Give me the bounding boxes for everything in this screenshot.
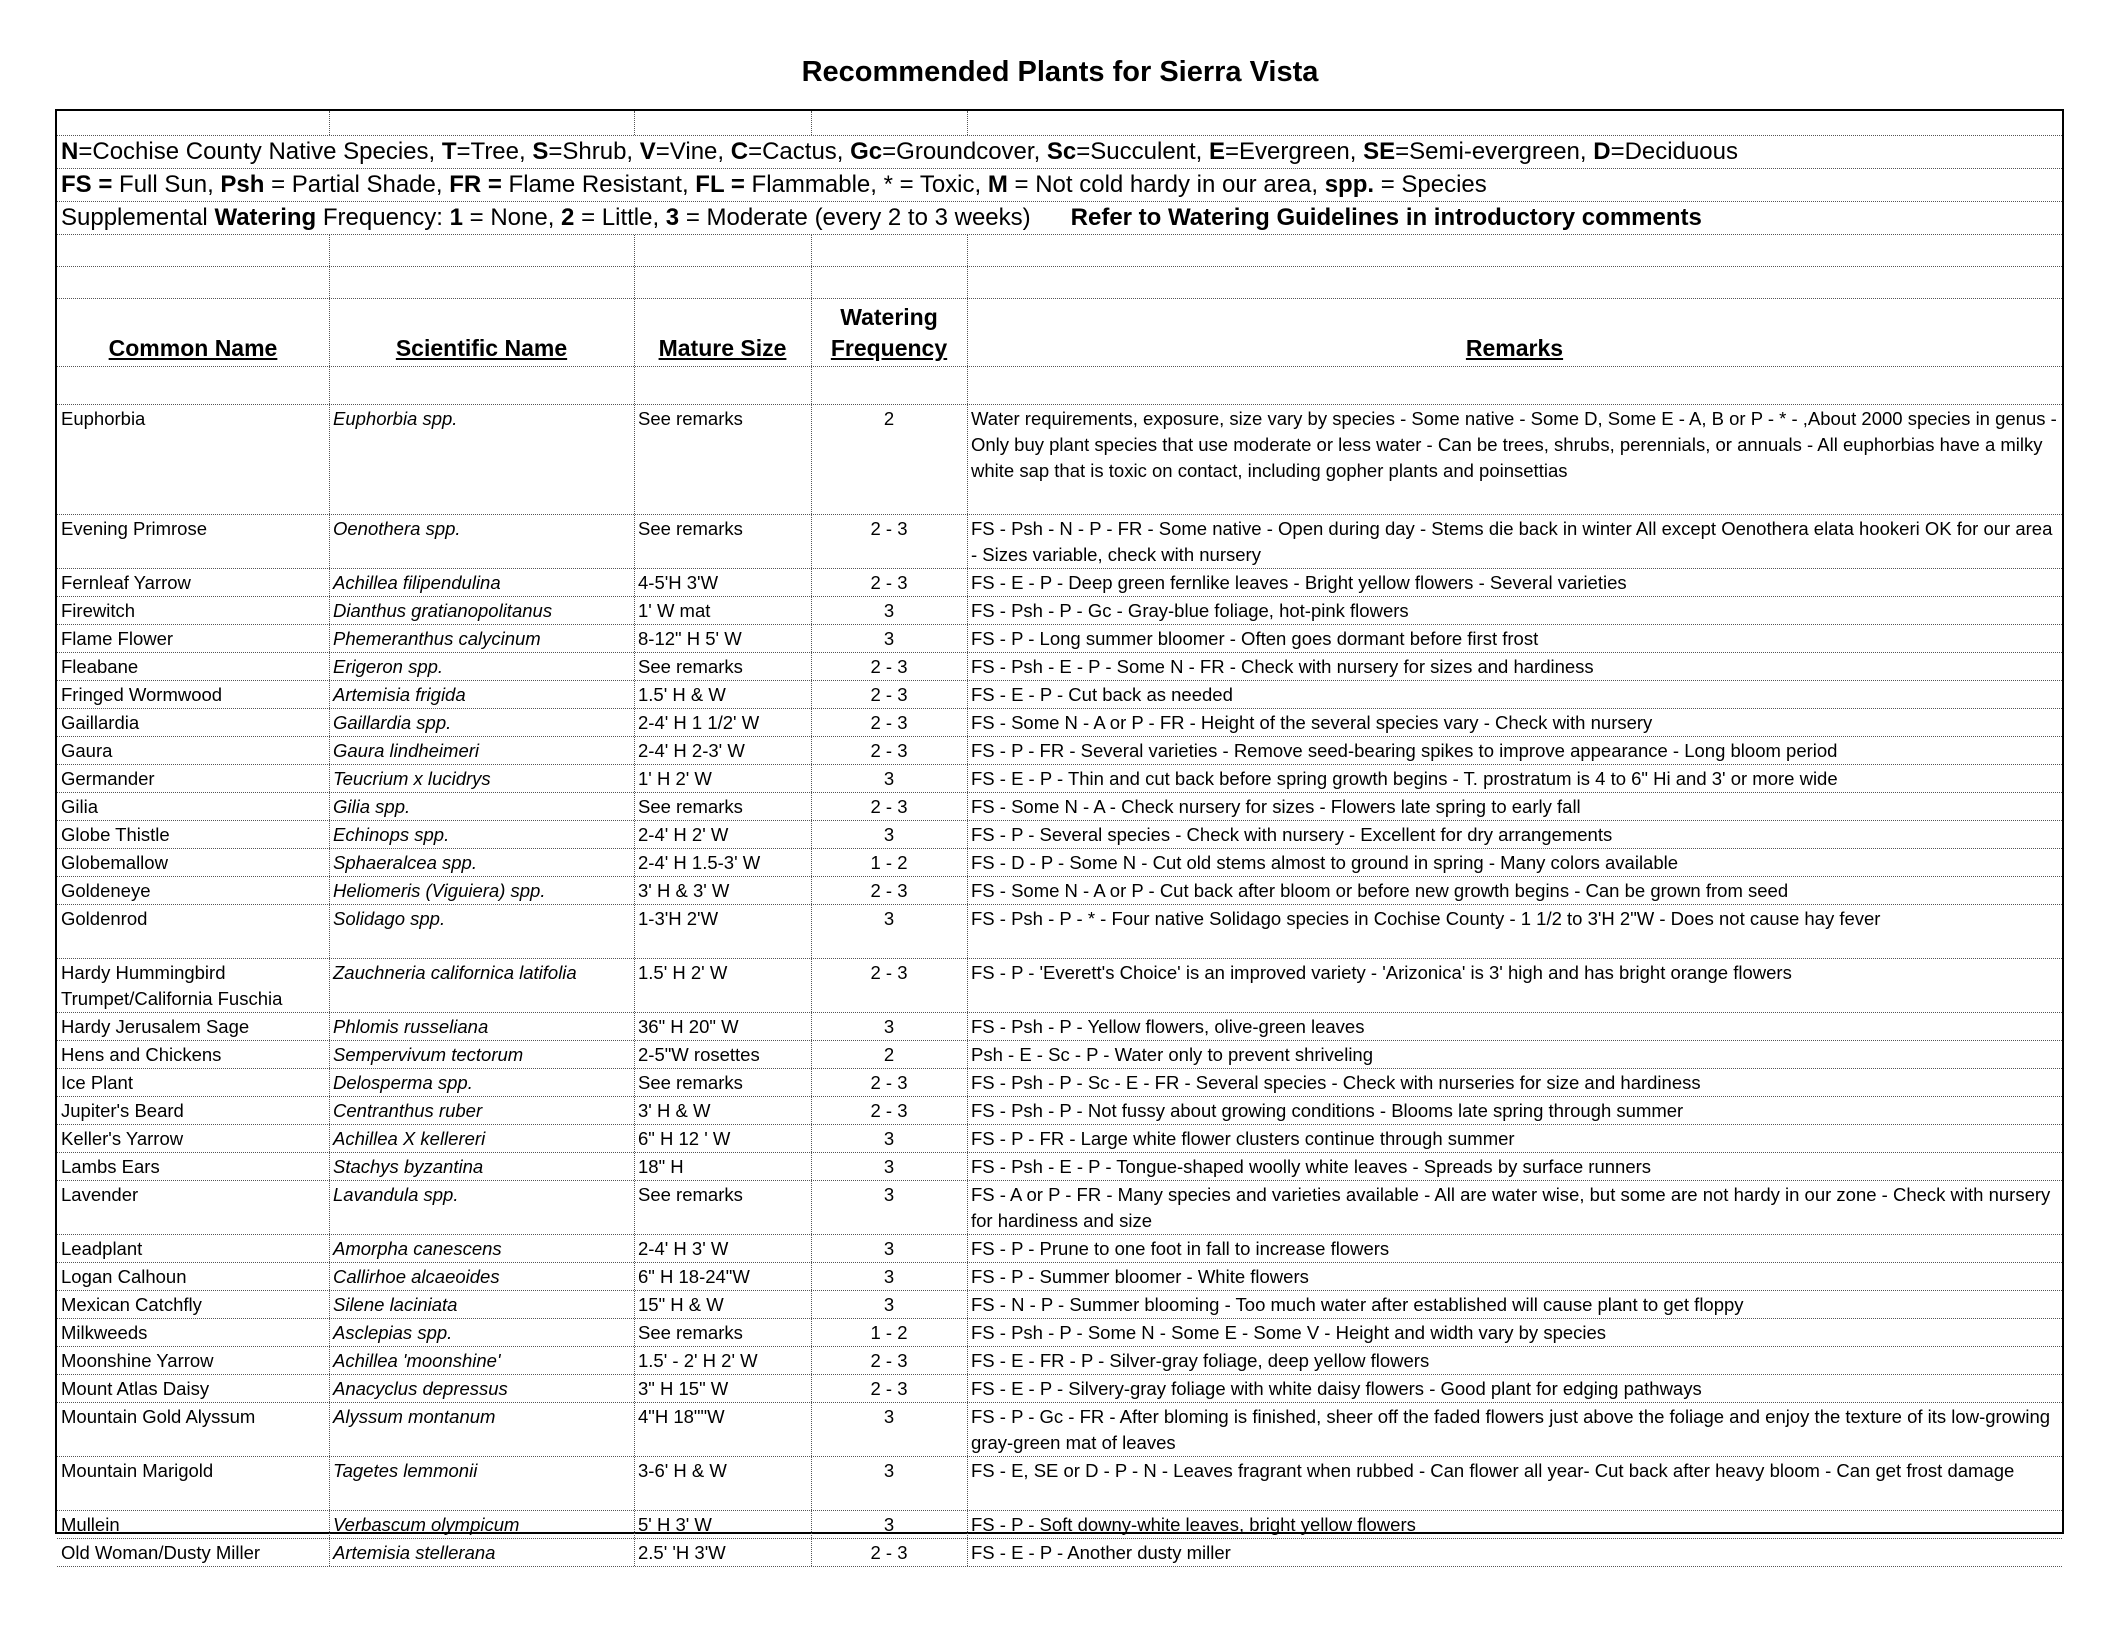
table-row (57, 653, 2062, 681)
common-name-cell: Mexican Catchfly (61, 1294, 202, 1315)
table-row (57, 1375, 2062, 1403)
common-name-cell: Evening Primrose (61, 518, 208, 539)
watering-frequency-cell: 2 - 3 (870, 880, 908, 901)
common-name-cell: Keller's Yarrow (61, 1128, 184, 1149)
scientific-name-cell: Achillea filipendulina (333, 572, 501, 593)
watering-frequency-cell: 3 (883, 628, 895, 649)
table-row (57, 1539, 2062, 1567)
blank-row (57, 267, 2062, 299)
column-divider (967, 267, 968, 298)
header-mature-size-label: Mature Size (658, 335, 787, 361)
mature-size-cell: 2-5"W rosettes (638, 1044, 760, 1065)
scientific-name-cell: Lavandula spp. (333, 1184, 459, 1205)
mature-size-cell: 1.5' H & W (638, 684, 726, 705)
common-name-cell: Logan Calhoun (61, 1266, 187, 1287)
common-name-cell: Leadplant (61, 1238, 143, 1259)
common-name-cell: Milkweeds (61, 1322, 148, 1343)
mature-size-cell: 3' H & W (638, 1100, 711, 1121)
common-name-cell: Moonshine Yarrow (61, 1350, 214, 1371)
column-divider (329, 367, 330, 404)
legend-text: =Semi-evergreen, (1395, 138, 1594, 165)
common-name-cell: Mount Atlas Daisy (61, 1378, 210, 1399)
watering-frequency-cell: 2 (883, 408, 895, 429)
watering-frequency-cell: 2 - 3 (870, 796, 908, 817)
mature-size-cell: 3" H 15" W (638, 1378, 729, 1399)
scientific-name-cell: Gaillardia spp. (333, 712, 452, 733)
remarks-cell: FS - Psh - P - Gc - Gray-blue foliage, hot-pink flowers (971, 600, 1409, 621)
common-name-cell: Hardy Hummingbird Trumpet/California Fuschia (61, 962, 283, 1009)
scientific-name-cell: Artemisia stellerana (333, 1542, 496, 1563)
remarks-cell: FS - Psh - N - P - FR - Some native - Open during day - Stems die back in winter All except Oenothera elata hookeri OK for our area - Sizes variable, check with nursery (971, 518, 2053, 565)
legend-key: T (441, 138, 457, 165)
watering-frequency-cell: 1 - 2 (870, 852, 908, 873)
watering-guidelines-note: Refer to Watering Guidelines in introductory comments (1070, 204, 1702, 231)
page-title: Recommended Plants for Sierra Vista (801, 56, 1319, 88)
mature-size-cell: 5' H 3' W (638, 1514, 712, 1535)
legend-key: 1 (449, 204, 463, 231)
common-name-cell: Gaillardia (61, 712, 140, 733)
watering-frequency-cell: 2 - 3 (870, 684, 908, 705)
table-row (57, 1013, 2062, 1041)
mature-size-cell: See remarks (638, 518, 743, 539)
common-name-cell: Fleabane (61, 656, 139, 677)
mature-size-cell: 1.5' H 2' W (638, 962, 728, 983)
remarks-cell: FS - Psh - E - P - Tongue-shaped woolly white leaves - Spreads by surface runners (971, 1156, 1652, 1177)
table-row (57, 1319, 2062, 1347)
scientific-name-cell: Achillea 'moonshine' (333, 1350, 501, 1371)
mature-size-cell: 1' H 2' W (638, 768, 712, 789)
table-row (57, 1041, 2062, 1069)
blank-row (57, 235, 2062, 267)
mature-size-cell: 2-4' H 2-3' W (638, 740, 745, 761)
legend-row (57, 169, 2062, 202)
scientific-name-cell: Euphorbia spp. (333, 408, 458, 429)
scientific-name-cell: Alyssum montanum (333, 1406, 496, 1427)
watering-frequency-cell: 3 (883, 1184, 895, 1205)
remarks-cell: FS - P - 'Everett's Choice' is an improved variety - 'Arizonica' is 3' high and has bright orange flowers (971, 962, 1792, 983)
mature-size-cell: 3-6' H & W (638, 1460, 727, 1481)
remarks-cell: FS - E, SE or D - P - N - Leaves fragrant when rubbed - Can flower all year- Cut back after heavy bloom - Can get frost damage (971, 1460, 2015, 1481)
scientific-name-cell: Artemisia frigida (333, 684, 466, 705)
table-row (57, 681, 2062, 709)
mature-size-cell: 4-5'H 3'W (638, 572, 719, 593)
column-divider (811, 267, 812, 298)
legend-key: spp. (1324, 171, 1375, 198)
mature-size-cell: 2.5' 'H 3'W (638, 1542, 726, 1563)
mature-size-cell: See remarks (638, 1072, 743, 1093)
column-divider (811, 235, 812, 266)
scientific-name-cell: Anacyclus depressus (333, 1378, 508, 1399)
remarks-cell: FS - Psh - E - P - Some N - FR - Check with nursery for sizes and hardiness (971, 656, 1594, 677)
mature-size-cell: 1-3'H 2'W (638, 908, 719, 929)
legend-text: =Cactus, (748, 138, 851, 165)
common-name-cell: Hardy Jerusalem Sage (61, 1016, 250, 1037)
legend-text: Supplemental (61, 204, 215, 231)
table-row (57, 737, 2062, 765)
legend-line3 (61, 204, 1702, 232)
legend-key: FS = (61, 171, 113, 198)
scientific-name-cell: Centranthus ruber (333, 1100, 483, 1121)
table-row (57, 1347, 2062, 1375)
remarks-cell: FS - P - Summer bloomer - White flowers (971, 1266, 1309, 1287)
scientific-name-cell: Zauchneria californica latifolia (333, 962, 577, 983)
watering-frequency-cell: 3 (883, 1460, 895, 1481)
table-row (57, 793, 2062, 821)
legend-key: FL = (695, 171, 745, 198)
column-divider (811, 111, 812, 135)
mature-size-cell: See remarks (638, 796, 743, 817)
legend-text: = None, (462, 204, 562, 231)
mature-size-cell: 2-4' H 1 1/2' W (638, 712, 760, 733)
remarks-cell: FS - P - FR - Several varieties - Remove seed-bearing spikes to improve appearance - Long bloom period (971, 740, 1838, 761)
table-row (57, 1153, 2062, 1181)
watering-frequency-cell: 2 - 3 (870, 1378, 908, 1399)
legend-row (57, 202, 2062, 235)
header-watering-frequency (811, 299, 967, 366)
mature-size-cell: 2-4' H 3' W (638, 1238, 729, 1259)
scientific-name-cell: Sphaeralcea spp. (333, 852, 477, 873)
mature-size-cell: 6" H 18-24"W (638, 1266, 750, 1287)
legend-text: =Succulent, (1076, 138, 1210, 165)
common-name-cell: Euphorbia (61, 408, 146, 429)
mature-size-cell: 36" H 20" W (638, 1016, 739, 1037)
watering-frequency-cell: 2 - 3 (870, 572, 908, 593)
scientific-name-cell: Gaura lindheimeri (333, 740, 480, 761)
legend-text: Frequency: (316, 204, 450, 231)
remarks-cell: FS - P - Gc - FR - After bloming is finished, sheer off the faded flowers just above the foliage and enjoy the texture of its low-growing gray-green mat of leaves (971, 1406, 2051, 1453)
legend-text: = Moderate (every 2 to 3 weeks) (679, 204, 1031, 231)
common-name-cell: Hens and Chickens (61, 1044, 222, 1065)
header-mature-size (634, 299, 811, 366)
legend-key: FR = (449, 171, 502, 198)
scientific-name-cell: Tagetes lemmonii (333, 1460, 478, 1481)
header-common-name (57, 299, 329, 366)
legend-text: Full Sun, (112, 171, 221, 198)
remarks-cell: FS - P - Soft downy-white leaves, bright yellow flowers (971, 1514, 1416, 1535)
common-name-cell: Lambs Ears (61, 1156, 160, 1177)
watering-frequency-cell: 3 (883, 1156, 895, 1177)
column-divider (329, 111, 330, 135)
remarks-cell: FS - P - Several species - Check with nursery - Excellent for dry arrangements (971, 824, 1613, 845)
blank-row (57, 111, 2062, 136)
watering-frequency-cell: 2 - 3 (870, 740, 908, 761)
table-row (57, 765, 2062, 793)
legend-key: V (639, 138, 656, 165)
common-name-cell: Mullein (61, 1514, 120, 1535)
header-remarks (967, 299, 2062, 366)
legend-key: M (987, 171, 1008, 198)
mature-size-cell: 18" H (638, 1156, 684, 1177)
mature-size-cell: 4"H 18""W (638, 1406, 725, 1427)
common-name-cell: Old Woman/Dusty Miller (61, 1542, 261, 1563)
column-divider (634, 235, 635, 266)
watering-frequency-cell: 2 - 3 (870, 1350, 908, 1371)
mature-size-cell: See remarks (638, 1322, 743, 1343)
watering-frequency-cell: 2 - 3 (870, 1100, 908, 1121)
remarks-cell: Water requirements, exposure, size vary by species - Some native - Some D, Some E - A, B or P - * - ,About 2000 species in genus - Only buy plant species that use moderate or less water - Can be trees, shrubs, perennials, or annuals - All euphorbias have a milky white sap that is toxic on contact, including gopher plants and poinsettias (971, 408, 2057, 481)
table-row (57, 1181, 2062, 1235)
remarks-cell: FS - E - P - Silvery-gray foliage with white daisy flowers - Good plant for edging pathways (971, 1378, 1702, 1399)
legend-line2 (61, 171, 1487, 199)
watering-frequency-cell: 3 (883, 1128, 895, 1149)
watering-frequency-cell: 3 (883, 908, 895, 929)
plant-table (55, 109, 2064, 1563)
table-row (57, 625, 2062, 653)
watering-frequency-cell: 1 - 2 (870, 1322, 908, 1343)
common-name-cell: Fernleaf Yarrow (61, 572, 191, 593)
legend-text: = Little, (574, 204, 666, 231)
table-row (57, 405, 2062, 515)
legend-key: D (1593, 138, 1611, 165)
remarks-cell: FS - D - P - Some N - Cut old stems almost to ground in spring - Many colors available (971, 852, 1679, 873)
legend-key: 2 (561, 204, 575, 231)
column-divider (634, 267, 635, 298)
watering-frequency-cell: 2 (883, 1044, 895, 1065)
remarks-cell: FS - N - P - Summer blooming - Too much water after established will cause plant to get floppy (971, 1294, 1744, 1315)
common-name-cell: Firewitch (61, 600, 136, 621)
remarks-cell: FS - E - P - Thin and cut back before spring growth begins - T. prostratum is 4 to 6" Hi and 3' or more wide (971, 768, 1838, 789)
legend-row (57, 136, 2062, 169)
scientific-name-cell: Phlomis russeliana (333, 1016, 489, 1037)
remarks-cell: FS - P - FR - Large white flower clusters continue through summer (971, 1128, 1515, 1149)
scientific-name-cell: Stachys byzantina (333, 1156, 484, 1177)
legend-text: =Evergreen, (1225, 138, 1364, 165)
watering-frequency-cell: 2 - 3 (870, 1072, 908, 1093)
remarks-cell: FS - Psh - P - Yellow flowers, olive-green leaves (971, 1016, 1365, 1037)
scientific-name-cell: Gilia spp. (333, 796, 411, 817)
watering-frequency-cell: 3 (883, 1406, 895, 1427)
table-row (57, 849, 2062, 877)
legend-text: = Species (1374, 171, 1487, 198)
watering-frequency-cell: 3 (883, 600, 895, 621)
common-name-cell: Globe Thistle (61, 824, 170, 845)
table-row (57, 905, 2062, 959)
header-remarks-label: Remarks (1465, 335, 1564, 361)
remarks-cell: FS - E - FR - P - Silver-gray foliage, deep yellow flowers (971, 1350, 1430, 1371)
watering-frequency-cell: 3 (883, 1266, 895, 1287)
legend-key: SE (1363, 138, 1396, 165)
legend-key: C (730, 138, 749, 165)
column-divider (329, 235, 330, 266)
common-name-cell: Mountain Gold Alyssum (61, 1406, 256, 1427)
header-watering-top: Watering (840, 304, 938, 330)
watering-frequency-cell: 3 (883, 1016, 895, 1037)
table-row (57, 1291, 2062, 1319)
remarks-cell: FS - Psh - P - Not fussy about growing conditions - Blooms late spring through summer (971, 1100, 1684, 1121)
header-scientific-name-label: Scientific Name (395, 335, 568, 361)
scientific-name-cell: Erigeron spp. (333, 656, 444, 677)
remarks-cell: FS - Some N - A or P - Cut back after bloom or before new growth begins - Can be grown from seed (971, 880, 1789, 901)
scientific-name-cell: Echinops spp. (333, 824, 450, 845)
column-divider (967, 111, 968, 135)
table-row (57, 1457, 2062, 1511)
legend-key: S (532, 138, 549, 165)
legend-text: Flammable, * = Toxic, (744, 171, 988, 198)
scientific-name-cell: Solidago spp. (333, 908, 446, 929)
legend-text: =Groundcover, (882, 138, 1047, 165)
legend-key: E (1209, 138, 1226, 165)
common-name-cell: Gaura (61, 740, 113, 761)
legend-text: Flame Resistant, (501, 171, 696, 198)
scientific-name-cell: Amorpha canescens (333, 1238, 502, 1259)
common-name-cell: Goldeneye (61, 880, 151, 901)
header-watering-bottom: Frequency (830, 335, 948, 361)
common-name-cell: Mountain Marigold (61, 1460, 214, 1481)
scientific-name-cell: Phemeranthus calycinum (333, 628, 541, 649)
table-row (57, 569, 2062, 597)
common-name-cell: Flame Flower (61, 628, 174, 649)
scientific-name-cell: Achillea X kellereri (333, 1128, 486, 1149)
mature-size-cell: See remarks (638, 656, 743, 677)
column-divider (329, 267, 330, 298)
watering-frequency-cell: 3 (883, 768, 895, 789)
legend-key: Watering (214, 204, 317, 231)
table-row (57, 597, 2062, 625)
watering-frequency-cell: 2 - 3 (870, 712, 908, 733)
legend-key: N (61, 138, 79, 165)
scientific-name-cell: Heliomeris (Viguiera) spp. (333, 880, 546, 901)
legend-key: Gc (850, 138, 883, 165)
watering-frequency-cell: 3 (883, 1238, 895, 1259)
mature-size-cell: 15" H & W (638, 1294, 724, 1315)
remarks-cell: FS - P - Prune to one foot in fall to increase flowers (971, 1238, 1390, 1259)
table-row (57, 821, 2062, 849)
column-divider (634, 367, 635, 404)
table-row (57, 959, 2062, 1013)
table-row (57, 515, 2062, 569)
remarks-cell: FS - Psh - P - Sc - E - FR - Several species - Check with nurseries for size and hardiness (971, 1072, 1701, 1093)
watering-frequency-cell: 3 (883, 1514, 895, 1535)
remarks-cell: FS - E - P - Cut back as needed (971, 684, 1233, 705)
legend-key: Sc (1046, 138, 1077, 165)
column-divider (811, 367, 812, 404)
mature-size-cell: 8-12" H 5' W (638, 628, 742, 649)
legend-key: Psh (220, 171, 265, 198)
common-name-cell: Germander (61, 768, 155, 789)
watering-frequency-cell: 2 - 3 (870, 518, 908, 539)
common-name-cell: Fringed Wormwood (61, 684, 223, 705)
table-row (57, 1511, 2062, 1539)
scientific-name-cell: Teucrium x lucidrys (333, 768, 491, 789)
scientific-name-cell: Asclepias spp. (333, 1322, 453, 1343)
table-row (57, 1263, 2062, 1291)
scientific-name-cell: Oenothera spp. (333, 518, 461, 539)
mature-size-cell: 3' H & 3' W (638, 880, 730, 901)
legend-text: =Deciduous (1610, 138, 1738, 165)
legend-text: =Tree, (456, 138, 533, 165)
common-name-cell: Jupiter's Beard (61, 1100, 184, 1121)
common-name-cell: Globemallow (61, 852, 168, 873)
remarks-cell: FS - Some N - A or P - FR - Height of the several species vary - Check with nursery (971, 712, 1653, 733)
table-row (57, 1097, 2062, 1125)
legend-text: = Partial Shade, (264, 171, 450, 198)
table-row (57, 1069, 2062, 1097)
watering-frequency-cell: 2 - 3 (870, 656, 908, 677)
legend-text: = Not cold hardy in our area, (1007, 171, 1325, 198)
remarks-cell: FS - E - P - Deep green fernlike leaves - Bright yellow flowers - Several varieties (971, 572, 1627, 593)
column-divider (967, 367, 968, 404)
table-row (57, 877, 2062, 905)
table-row (57, 709, 2062, 737)
blank-row (57, 367, 2062, 405)
common-name-cell: Ice Plant (61, 1072, 133, 1093)
mature-size-cell: 1' W mat (638, 600, 711, 621)
column-divider (634, 111, 635, 135)
scientific-name-cell: Sempervivum tectorum (333, 1044, 524, 1065)
mature-size-cell: See remarks (638, 408, 743, 429)
legend-line1 (61, 138, 1738, 166)
remarks-cell: FS - Some N - A - Check nursery for sizes - Flowers late spring to early fall (971, 796, 1581, 817)
watering-frequency-cell: 2 - 3 (870, 962, 908, 983)
remarks-cell: FS - A or P - FR - Many species and varieties available - All are water wise, but some are not hardy in our zone - Check with nursery for hardiness and size (971, 1184, 2051, 1231)
scientific-name-cell: Verbascum olympicum (333, 1514, 520, 1535)
table-row (57, 1125, 2062, 1153)
common-name-cell: Lavender (61, 1184, 139, 1205)
legend-text: =Shrub, (548, 138, 640, 165)
common-name-cell: Gilia (61, 796, 99, 817)
remarks-cell: FS - P - Long summer bloomer - Often goes dormant before first frost (971, 628, 1539, 649)
scientific-name-cell: Silene laciniata (333, 1294, 458, 1315)
remarks-cell: FS - Psh - P - Some N - Some E - Some V - Height and width vary by species (971, 1322, 1607, 1343)
header-row (57, 299, 2062, 367)
table-row (57, 1403, 2062, 1457)
watering-frequency-cell: 3 (883, 1294, 895, 1315)
column-divider (967, 235, 968, 266)
legend-text: =Vine, (655, 138, 731, 165)
mature-size-cell: See remarks (638, 1184, 743, 1205)
mature-size-cell: 1.5' - 2' H 2' W (638, 1350, 758, 1371)
remarks-cell: FS - Psh - P - * - Four native Solidago species in Cochise County - 1 1/2 to 3'H 2"W - Does not cause hay fever (971, 908, 1881, 929)
mature-size-cell: 2-4' H 2' W (638, 824, 729, 845)
common-name-cell: Goldenrod (61, 908, 148, 929)
mature-size-cell: 6" H 12 ' W (638, 1128, 731, 1149)
scientific-name-cell: Callirhoe alcaeoides (333, 1266, 500, 1287)
scientific-name-cell: Delosperma spp. (333, 1072, 473, 1093)
remarks-cell: FS - E - P - Another dusty miller (971, 1542, 1231, 1563)
header-common-name-label: Common Name (108, 335, 278, 361)
header-scientific-name (329, 299, 634, 366)
watering-frequency-cell: 3 (883, 824, 895, 845)
watering-frequency-cell: 2 - 3 (870, 1542, 908, 1563)
mature-size-cell: 2-4' H 1.5-3' W (638, 852, 761, 873)
remarks-cell: Psh - E - Sc - P - Water only to prevent shriveling (971, 1044, 1374, 1065)
legend-text: =Cochise County Native Species, (78, 138, 442, 165)
table-row (57, 1235, 2062, 1263)
legend-key: 3 (665, 204, 680, 231)
scientific-name-cell: Dianthus gratianopolitanus (333, 600, 553, 621)
